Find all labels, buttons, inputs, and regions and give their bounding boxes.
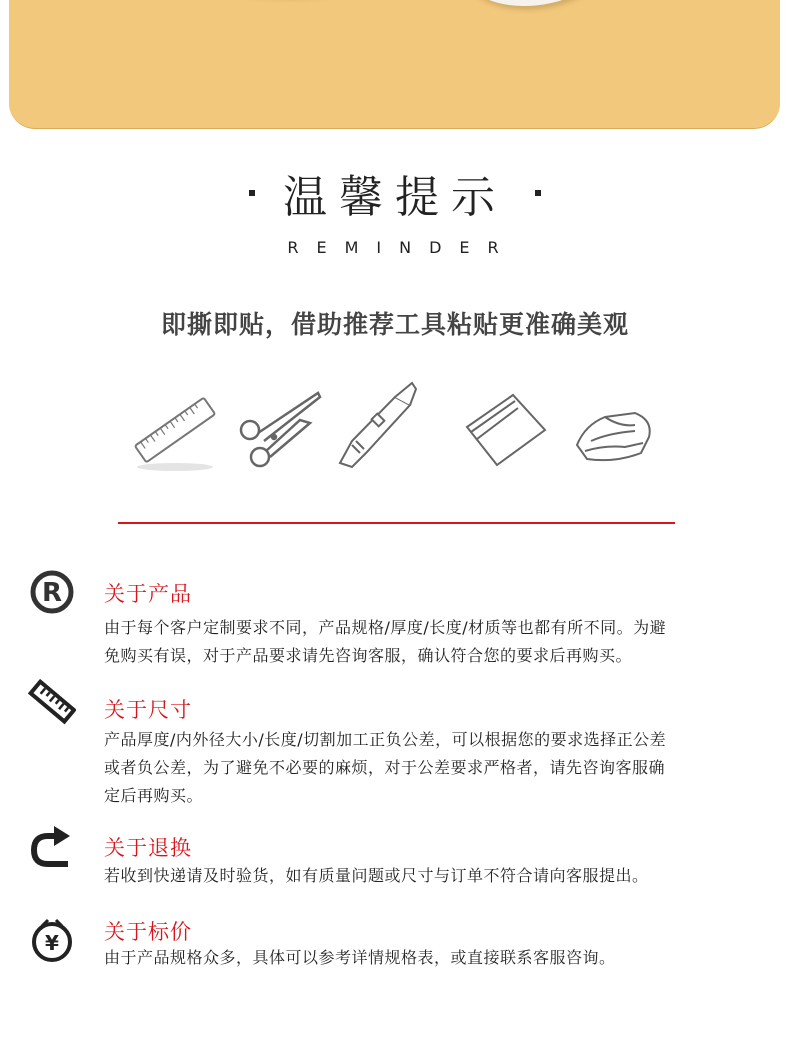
section-line: 由于产品规格众多，具体可以参考详情规格表，或直接联系客服咨询。 xyxy=(104,948,616,967)
section-body xyxy=(104,726,764,810)
title-dot xyxy=(535,190,541,196)
registered-icon xyxy=(28,568,76,616)
section-body xyxy=(104,862,764,890)
section-line: 若收到快递请及时验货，如有质量问题或尺寸与订单不符合请向客服提出。 xyxy=(104,866,649,885)
section-title: 关于产品 xyxy=(104,582,192,606)
scissors-icon xyxy=(230,375,330,475)
section-body xyxy=(104,944,764,972)
section-title: 关于退换 xyxy=(104,836,192,860)
tape-roll-image xyxy=(462,0,617,13)
svg-text:¥: ¥ xyxy=(45,931,59,955)
section-body xyxy=(104,614,764,670)
section-line: 定后再购买。 xyxy=(104,786,204,805)
return-arrow-icon xyxy=(28,824,76,872)
red-divider xyxy=(118,522,675,524)
section-line: 或者负公差，为了避免不必要的麻烦，对于公差要求严格者，请先咨询客服确 xyxy=(104,758,666,777)
cloth-icon xyxy=(565,375,665,475)
headline: 即撕即贴，借助推荐工具粘贴更准确美观 xyxy=(160,310,629,339)
product-banner xyxy=(9,0,780,129)
section-title: 关于尺寸 xyxy=(104,698,192,722)
scraper-card-icon xyxy=(455,375,555,475)
section-title: 关于标价 xyxy=(104,920,192,944)
ruler-icon xyxy=(125,375,225,475)
section-line: 由于每个客户定制要求不同，产品规格/厚度/长度/材质等也都有所不同。为避 xyxy=(104,618,667,637)
yen-icon xyxy=(28,916,76,964)
reminder-title xyxy=(0,165,790,221)
title-dot xyxy=(249,190,255,196)
tools-row xyxy=(120,375,680,485)
title-text: 温馨提示 xyxy=(283,172,507,223)
subtitle: REMINDER xyxy=(287,238,517,257)
utility-knife-icon xyxy=(330,375,430,475)
section-line: 产品厚度/内外径大小/长度/切割加工正负公差，可以根据您的要求选择正公差 xyxy=(104,730,667,749)
ruler-icon xyxy=(28,678,76,726)
svg-text:R: R xyxy=(41,578,63,608)
section-line: 免购买有误，对于产品要求请先咨询客服，确认符合您的要求后再购买。 xyxy=(104,646,633,665)
